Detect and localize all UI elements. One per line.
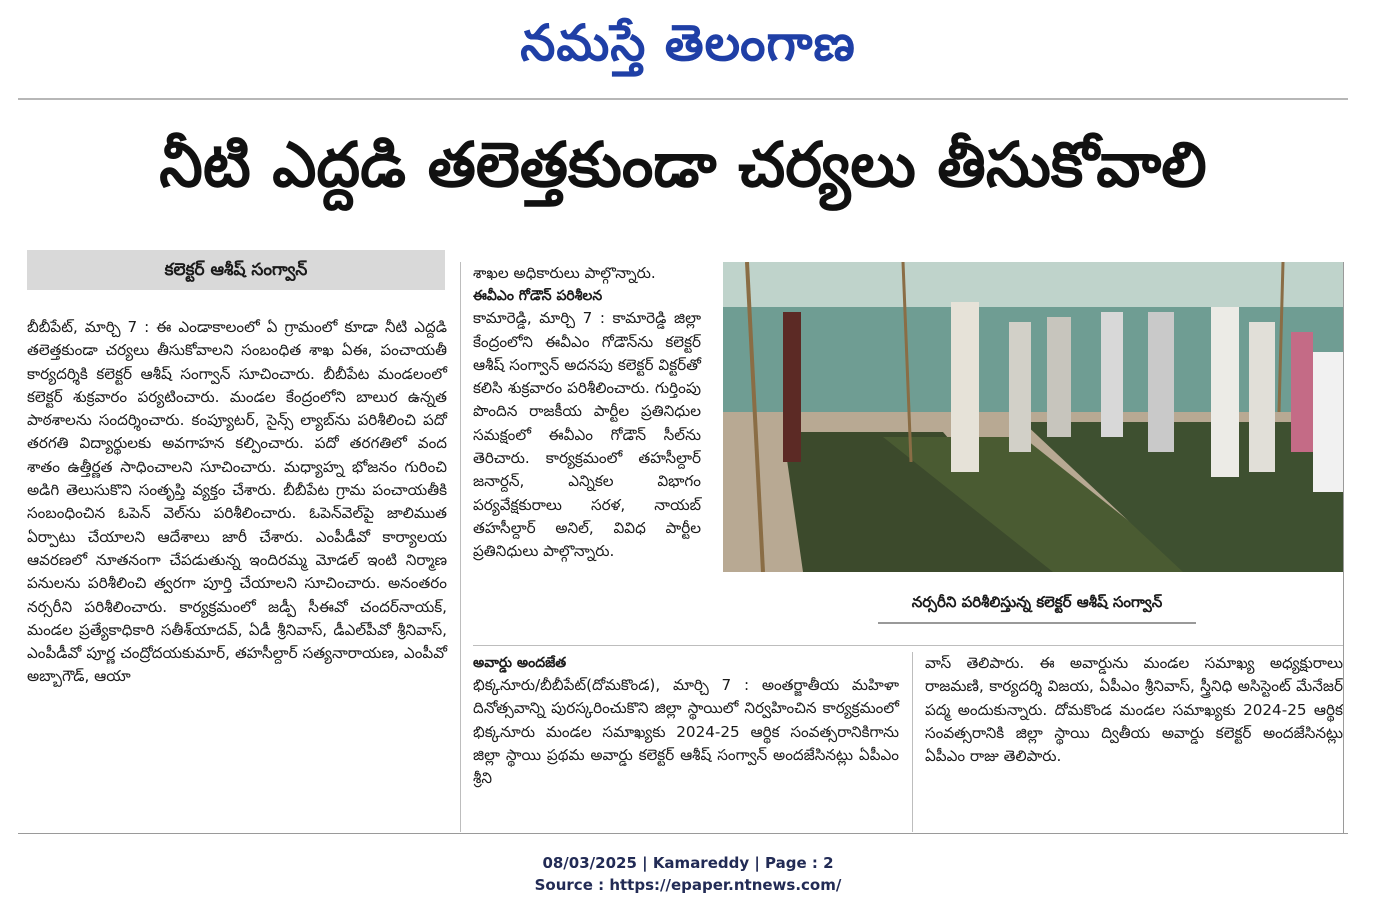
masthead-divider [18, 98, 1348, 100]
column-divider [460, 262, 461, 832]
section-heading-evm: ఈవీఎం గోడౌన్ పరిశీలన [473, 288, 603, 305]
photo-caption: నర్సరీని పరిశీలిస్తున్న కలెక్టర్ ఆశీష్ సంగ్వాన్ [878, 586, 1196, 624]
column-1-text: బీబీపేట్, మార్చి 7 : ఈ ఎండాకాలంలో ఏ గ్రామంలో కూడా నీటి ఎద్దడి తలెత్తకుండా చర్యలు తీసుకోవాలని సంబంధిత శాఖ ఏఈ, పంచాయతీ కార్యదర్శికి కలెక్టర్ ఆశీష్ సంగ్వాన్ సూచించారు. బీబీపేట మండలంలో కలెక్టర్ శుక్రవారం పర్యటించారు. మండల కేంద్రంలోని బాలుర ఉన్నత పాఠశాలను సందర్శించారు. కంప్యూటర్, సైన్స్ ల్యాబ్‌ను పరిశీలించి పదో తరగతి విద్యార్థులకు అవగాహన కల్పించారు. పదో తరగతిలో వంద శాతం ఉత్తీర్ణత సాధించాలని సూచించారు. మధ్యాహ్న భోజనం గురించి అడిగి తెలుసుకొని సంతృప్తి వ్యక్తం చేశారు. బీబీపేట గ్రామ పంచాయతీకి సంబంధించిన ఓపెన్ వెల్‌ను పరిశీలించారు. ఓపెన్‌వెల్‌పై జాలిముత ఏర్పాటు చేయాలని ఆదేశాలు జారీ చేశారు. ఎంపీడీవో కార్యాలయ ఆవరణలో నూతనంగా చేపడుతున్న ఇందిరమ్మ మోడల్ ఇంటి నిర్మాణ పనులను పరిశీలించి త్వరగా పూర్తి చేయాలని సూచించారు. అనంతరం నర్సరీని పరిశీలించారు. కార్యక్రమంలో జడ్పీ సీఈవో చందర్‌నాయక్, మండల ప్రత్యేకాధికారి సతీశ్‌యాదవ్, ఏడీ శ్రీనివాస్, డీఎల్‌పీవో శ్రీనివాస్, ఎంపీడీవో పూర్ణ చంద్రోదయకుమార్, తహసీల్దార్ సత్యనారాయణ, ఎంపీవో అబ్బాగౌడ్, ఆయా [27, 318, 447, 686]
column-4-text: వాస్ తెలిపారు. ఈ అవార్డును మండల సమాఖ్య అధ్యక్షురాలు రాజమణి, కార్యదర్శి విజయ, ఏపీఎం శ్రీనివాస్, స్త్రీనిధి అసిస్టెంట్ మేనేజర్ పద్మ అందుకున్నారు. దోమకొండ మండల సమాఖ్యకు 2024-25 ఆర్థిక సంవత్సరానికి జిల్లా స్థాయి ద్వితీయ అవార్డు కలెక్టర్ అందజేసినట్లు ఏపీఎం రాజు తెలిపారు. [925, 654, 1343, 766]
section-heading-award: అవార్డు అందజేత [473, 655, 567, 671]
column-2-text: కామారెడ్డి, మార్చి 7 : కామారెడ్డి జిల్లా కేంద్రంలోని ఈవీఎం గోడౌన్‌ను కలెక్టర్ ఆశీష్ సంగ్వాన్ అదనపు కలెక్టర్ విక్టర్‌తో కలిసి శుక్రవారం పరిశీలించారు. గుర్తింపు పొందిన రాజకీయ పార్టీల ప్రతినిధుల సమక్షంలో ఈవీఎం గోడౌన్ సీల్‌ను తెరిచారు. కార్యక్రమంలో తహసీల్దార్ జనార్దన్, ఎన్నికల విభాగం పర్యవేక్షకురాలు సరళ, నాయబ్ తహసీల్దార్ అనిల్, వివిధ పార్టీల ప్రతినిధులు పాల్గొన్నారు. [473, 309, 701, 561]
article-column-2 [473, 262, 701, 564]
edition-info: 08/03/2025 | Kamareddy | Page : 2 [542, 854, 834, 872]
article-column-4 [925, 652, 1343, 768]
article-headline: నీటి ఎద్దడి తలెత్తకుండా చర్యలు తీసుకోవాలి [159, 128, 1207, 201]
source-link[interactable]: Source : https://epaper.ntnews.com/ [534, 876, 842, 894]
column-3-text: భిక్కనూరు/బీబీపేట్(దోమకొండ), మార్చి 7 : అంతర్జాతీయ మహిళా దినోత్సవాన్ని పురస్కరించుకొని జిల్లా స్థాయిలో నిర్వహించిన కార్యక్రమంలో భిక్కనూరు మండల సమాఖ్యకు 2024-25 ఆర్థిక సంవత్సరానికిగాను జిల్లా స్థాయి ప్రథమ అవార్డు కలెక్టర్ ఆశీష్ సంగ్వాన్ అందజేసినట్లు ఏపీఎం శ్రీని [473, 676, 899, 788]
footer-divider [18, 833, 1348, 834]
article-column-3 [473, 652, 899, 790]
article-subhead: కలెక్టర్ ఆశీష్ సంగ్వాన్ [27, 250, 445, 290]
article-column-1 [27, 316, 447, 689]
section-divider [473, 645, 1344, 646]
nursery-inspection-photo [723, 262, 1344, 572]
column-2-lead: శాఖల అధికారులు పాల్గొన్నారు. [473, 264, 656, 282]
column-divider [912, 652, 913, 832]
page-border-right [1343, 262, 1344, 833]
newspaper-masthead: నమస్తే తెలంగాణ [520, 13, 856, 72]
